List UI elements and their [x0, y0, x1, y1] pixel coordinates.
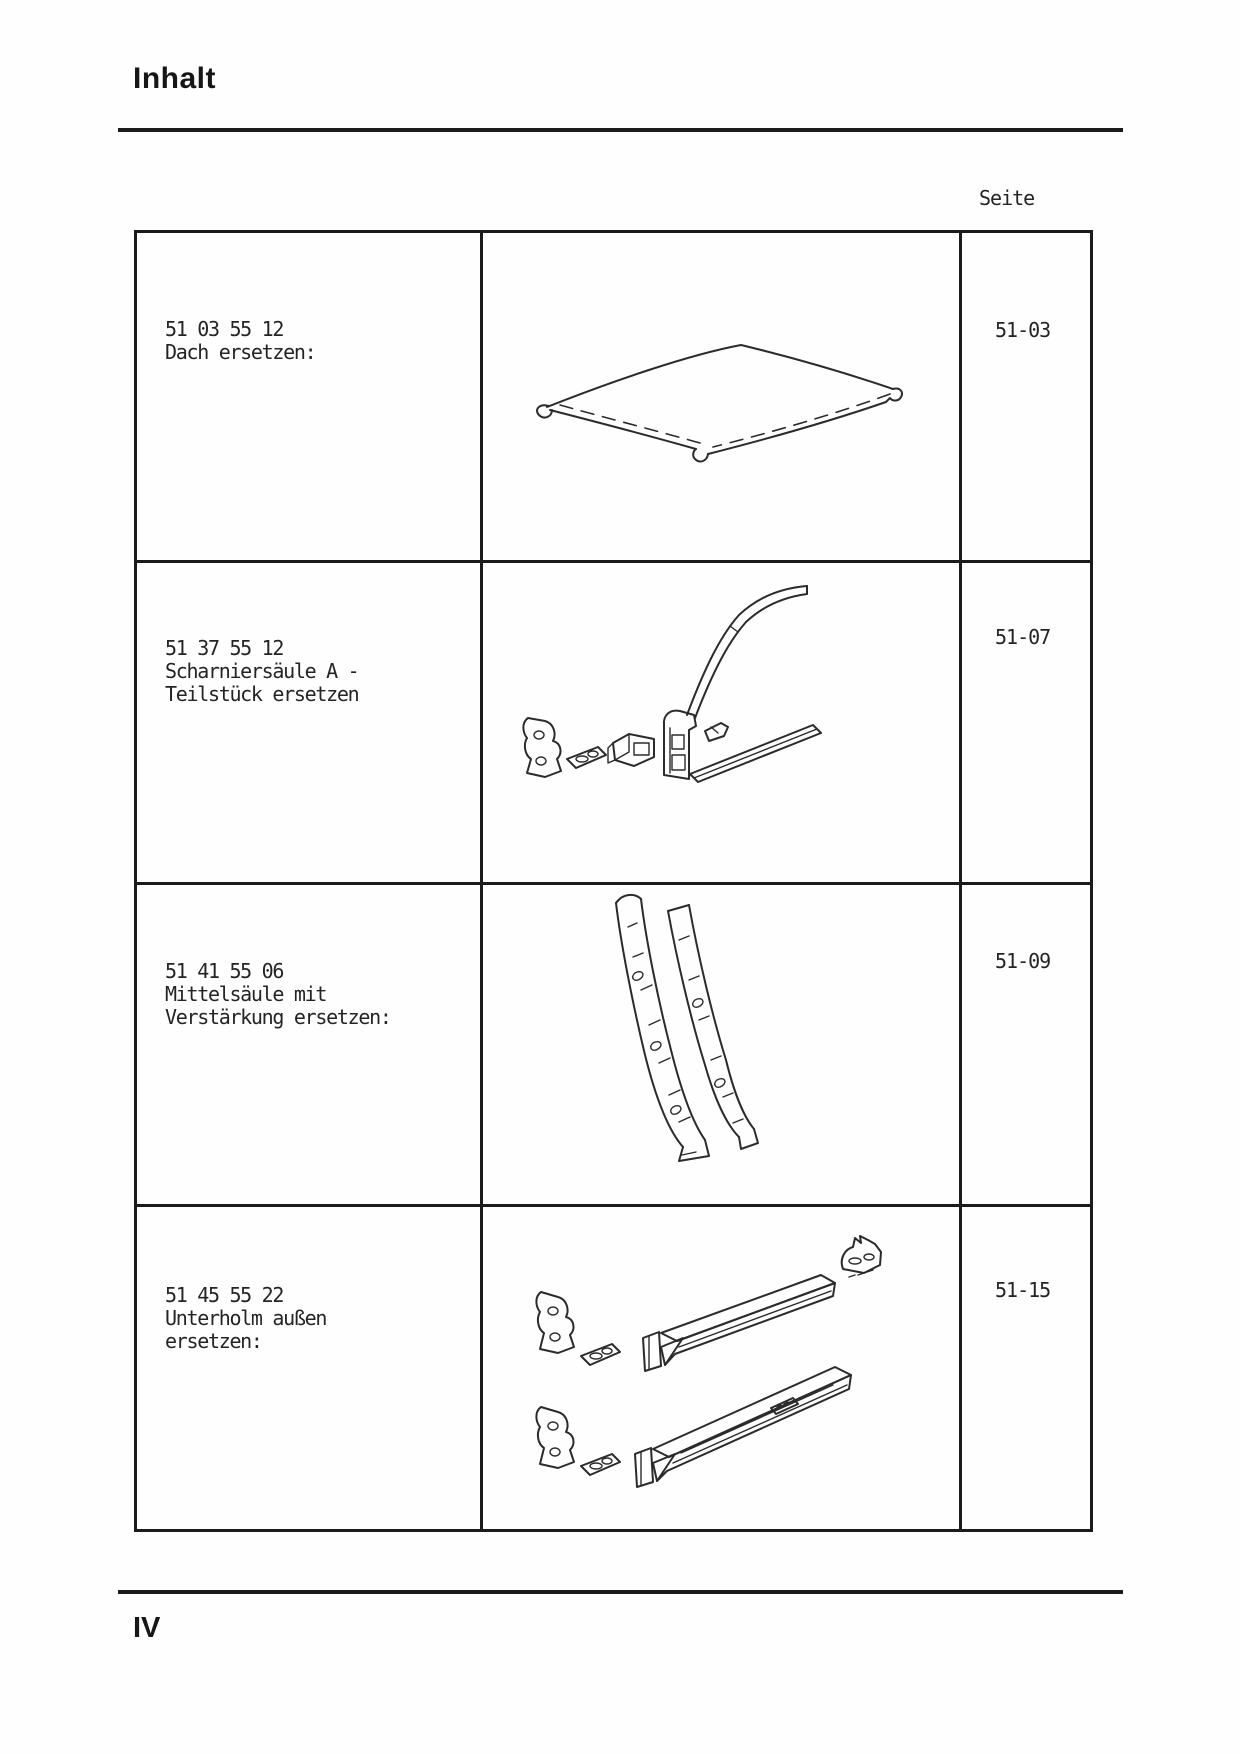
table-row-3-illustration-cell [483, 885, 962, 1207]
part-code: 51 41 55 06 [165, 959, 284, 983]
part-code: 51 45 55 22 [165, 1283, 284, 1307]
page-reference: 51-03 [995, 318, 1051, 342]
bottom-rule [118, 1590, 1123, 1594]
table-row-4-illustration-cell [483, 1207, 962, 1529]
page-column-header: Seite [979, 186, 1035, 210]
footer-page-number: IV [133, 1612, 161, 1644]
part-description-line: Scharniersäule A - [165, 659, 359, 683]
table-row-3-page [962, 885, 1093, 1207]
top-rule [118, 128, 1123, 132]
center-pillar-illustration [483, 885, 962, 1207]
part-description-line: Unterholm außen [165, 1306, 327, 1330]
hinge-pillar-a-illustration [483, 563, 962, 885]
outer-sill-illustration [483, 1207, 962, 1529]
part-description-line: Teilstück ersetzen [165, 682, 359, 706]
table-row-2-description [137, 563, 483, 885]
table-row-1-page [962, 233, 1093, 563]
table-row-4-page [962, 1207, 1093, 1529]
page-reference: 51-15 [995, 1278, 1051, 1302]
part-description-line: Verstärkung ersetzen: [165, 1005, 391, 1029]
table-row-1-illustration-cell [483, 233, 962, 563]
table-row-3-description [137, 885, 483, 1207]
page-reference: 51-07 [995, 625, 1051, 649]
table-row-2-illustration-cell [483, 563, 962, 885]
page-reference: 51-09 [995, 949, 1051, 973]
table-row-2-page [962, 563, 1093, 885]
part-description-line: Dach ersetzen: [165, 340, 316, 364]
part-code: 51 37 55 12 [165, 636, 284, 660]
part-description-line: Mittelsäule mit [165, 982, 327, 1006]
page-title: Inhalt [133, 62, 216, 95]
table-row-4-description [137, 1207, 483, 1529]
part-code: 51 03 55 12 [165, 317, 284, 341]
contents-table [134, 230, 1093, 1532]
part-description-line: ersetzen: [165, 1329, 262, 1353]
roof-panel-illustration [483, 233, 962, 563]
table-row-1-description [137, 233, 483, 563]
